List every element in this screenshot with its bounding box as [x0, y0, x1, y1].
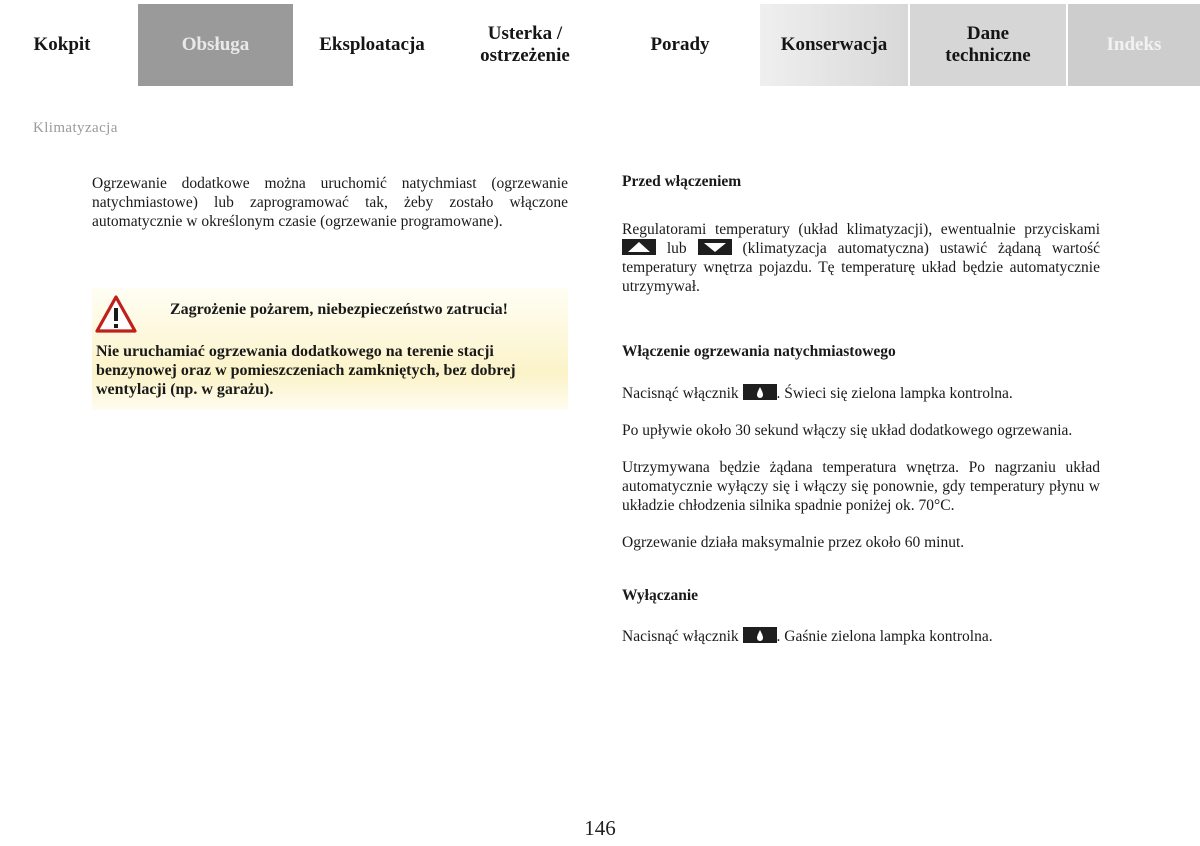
off-paragraph	[622, 627, 1100, 646]
tab-dane-techniczne[interactable]: Dane techniczne	[910, 4, 1066, 86]
heading-immediate: Włączenie ogrzewania natychmiastowego	[622, 343, 896, 360]
left-column	[92, 174, 568, 231]
before-text-1: Regulatorami temperatury (układ klimatyzacji), ewentualnie przyciskami	[622, 221, 1100, 238]
section-title: Klimatyzacja	[33, 120, 118, 136]
heater-key-icon	[743, 384, 777, 400]
arrow-down-key-icon	[698, 239, 732, 255]
tab-eksploatacja[interactable]: Eksploatacja	[319, 34, 425, 55]
warning-body: Nie uruchamiać ogrzewania dodatkowego na terenie stacji benzynowej oraz w pomieszczeniach zamkniętych, bez dobrej wentylacji (np. w garażu).	[96, 343, 516, 398]
warning-title: Zagrożenie pożarem, niebezpieczeństwo zatrucia!	[170, 301, 508, 318]
heater-key-icon	[743, 627, 777, 643]
top-navigation	[0, 4, 1200, 86]
heading-off: Wyłączanie	[622, 587, 699, 604]
tab-indeks[interactable]: Indeks	[1068, 4, 1200, 86]
tab-konserwacja[interactable]: Konserwacja	[760, 4, 908, 86]
immediate-text-b: . Świeci się zielona lampka kontrolna.	[776, 385, 1013, 402]
tab-porady[interactable]: Porady	[650, 34, 710, 55]
tab-usterka[interactable]: Usterka / ostrzeżenie	[480, 23, 570, 66]
immediate-paragraph-4: Ogrzewanie działa maksymalnie przez około 60 minut.	[622, 534, 965, 551]
immediate-paragraph-3: Utrzymywana będzie żądana temperatura wnętrza. Po nagrzaniu układ automatycznie wyłączy się i włączy się ponownie, gdy temperatury płynu w układzie chłodzenia silnika spadnie poniżej ok. 70°C.	[622, 459, 1100, 514]
tab-obsluga[interactable]: Obsługa	[138, 4, 293, 86]
right-column	[622, 172, 1100, 646]
immediate-paragraph-1	[622, 384, 1100, 403]
immediate-text-a: Nacisnąć włącznik	[622, 385, 739, 402]
tab-kokpit[interactable]: Kokpit	[33, 34, 91, 55]
arrow-up-key-icon	[622, 239, 656, 255]
intro-paragraph: Ogrzewanie dodatkowe można uruchomić natychmiast (ogrzewanie natychmiastowe) lub zaprogramować tak, żeby zostało włączone automatycznie w określonym czasie (ogrzewanie programowane).	[92, 175, 568, 230]
heading-before: Przed włączeniem	[622, 173, 742, 190]
warning-box	[92, 288, 568, 410]
off-text-b: . Gaśnie zielona lampka kontrolna.	[776, 628, 993, 645]
warning-triangle-icon	[94, 294, 138, 334]
before-text-2: (klimatyzacja automatyczna) ustawić żądaną wartość temperatury wnętrza pojazdu. Tę temperaturę układ będzie automatycznie utrzymywał.	[622, 240, 1101, 295]
off-text-a: Nacisnąć włącznik	[622, 628, 739, 645]
before-text-lub: lub	[666, 240, 687, 257]
immediate-paragraph-2: Po upływie około 30 sekund włączy się układ dodatkowego ogrzewania.	[622, 422, 1073, 439]
before-paragraph	[622, 220, 1100, 296]
page-number: 146	[584, 816, 616, 840]
